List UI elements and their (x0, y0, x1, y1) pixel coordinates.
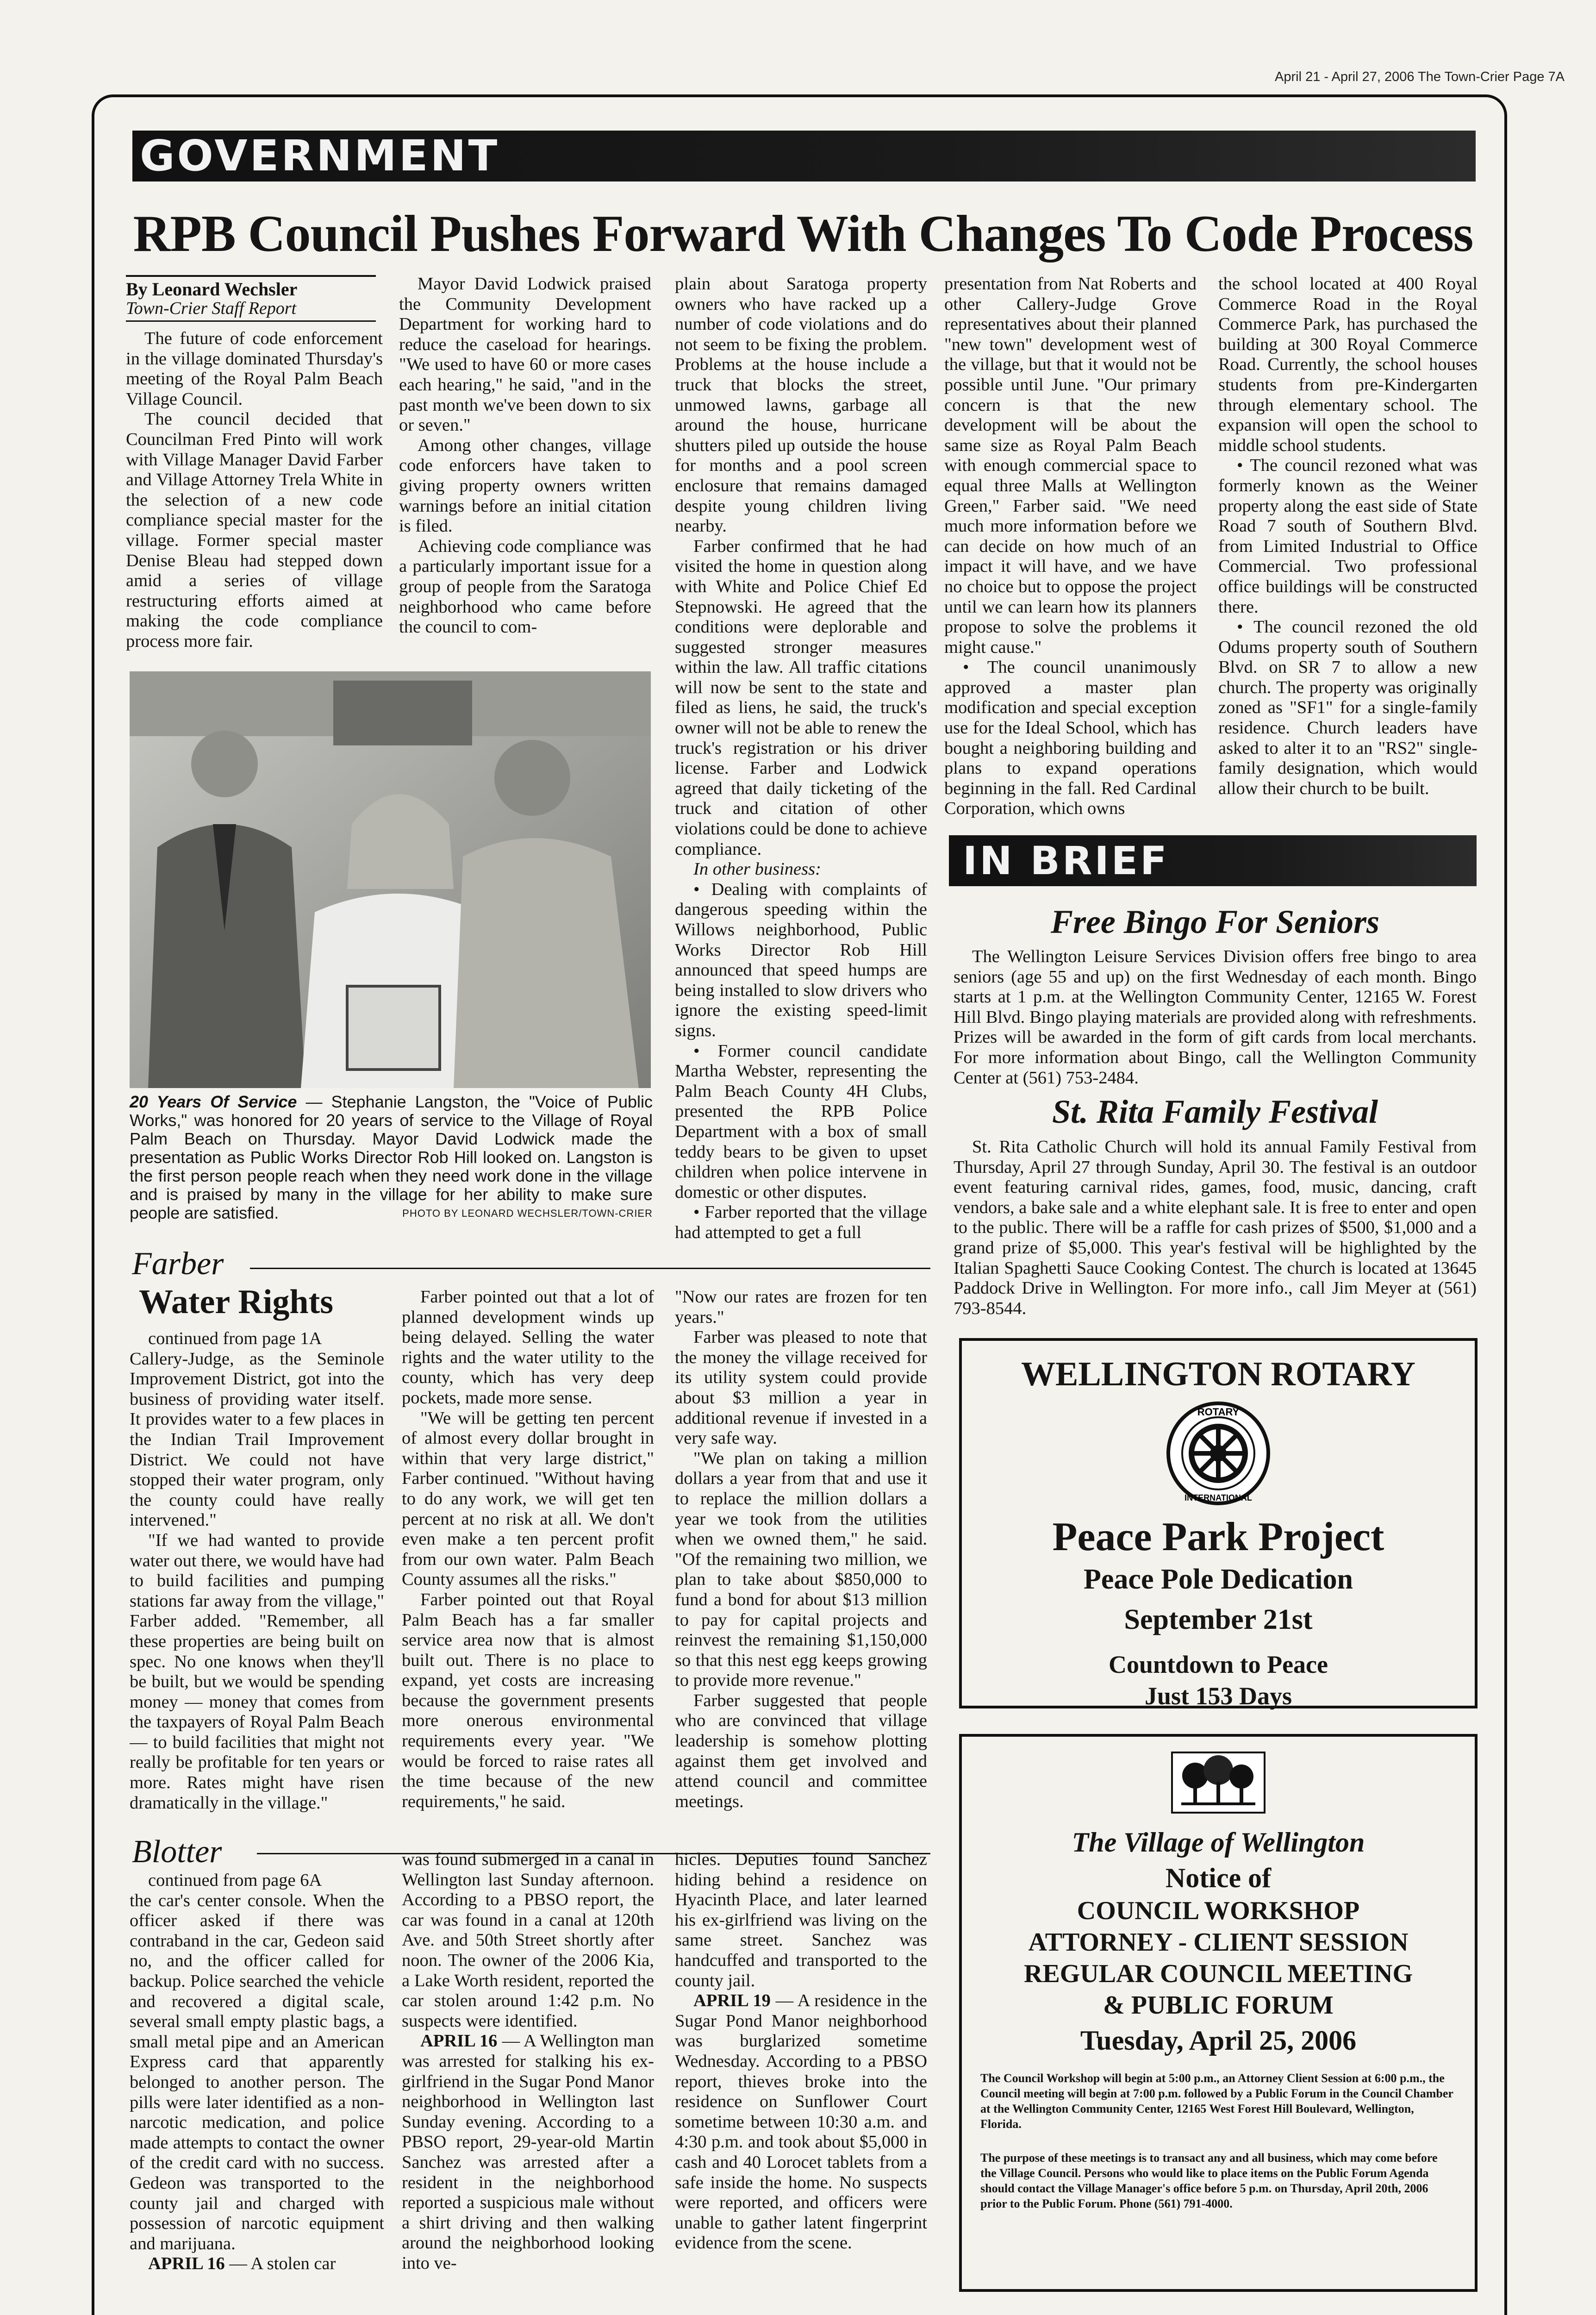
main-story-column-1 (126, 329, 383, 667)
byline-author: By Leonard Wechsler (126, 279, 298, 300)
rotary-title: WELLINGTON ROTARY (1021, 1355, 1415, 1393)
farber-column-2 (402, 1287, 654, 1824)
paragraph: the car's center console. When the officer asked if there was contraband in the car, Gedeon said no, and the officer called for backup. Police searched the vehicle and recovered a digital scale, several small empty plastic bags, a small metal pipe and an American Express card that apparently belonged to another person. The pills were later identified as a non-narcotic medication, and police made attempts to contact the owner of the credit card with no success. Gedeon was transported to the county jail and charged with possession of narcotic equipment and marijuana. (130, 1890, 384, 2253)
village-ad-date: Tuesday, April 25, 2006 (1080, 2025, 1357, 2056)
farber-rule (250, 1268, 930, 1269)
photo-credit: PHOTO BY LEONARD WECHSLER/TOWN-CRIER (402, 1208, 653, 1219)
paragraph: Farber suggested that people who are convinced that village leadership is somehow plotting against them get involved and attend council and committee meetings. (675, 1690, 927, 1811)
in-brief-label: IN BRIEF (963, 838, 1169, 883)
paragraph: • Former council candidate Martha Webster, representing the Palm Beach County 4H Clubs, presented the RPB Police Department with a box of small teddy bears to be given to upset children when police intervene in domestic or other disputes. (675, 1041, 927, 1202)
section-banner (132, 131, 1476, 181)
village-ad-line-1: Notice of (1165, 1863, 1272, 1893)
section-banner-label: GOVERNMENT (140, 131, 500, 181)
caption-text: — Stephanie Langston, the "Voice of Public Works," was honored for 20 years of service to the Village of Royal Palm Beach on Thursday. Mayor David Lodwick made the presentation as Public Works Director Rob Hill looked on. Langston is the first person people reach when they need work done in the village and is praised by many in the village for her ability to make sure people are satisfied. (130, 1092, 653, 1222)
byline-role: Town-Crier Staff Report (126, 299, 297, 318)
paragraph: • Farber reported that the village had attempted to get a full (675, 1202, 927, 1242)
farber-column-1 (130, 1329, 384, 1824)
brief-title-festival: St. Rita Family Festival (1052, 1093, 1378, 1130)
paragraph: Farber pointed out that a lot of planned development winds up being delayed. Selling the water rights and the water utility to the county, which has very deep pockets, made more sense. (402, 1287, 654, 1408)
paragraph: — A stolen car (224, 2254, 336, 2274)
blotter-kicker: Blotter (132, 1834, 222, 1870)
page-header: April 21 - April 27, 2006 The Town-Crier Page 7A (1275, 69, 1565, 84)
paragraph: hicles. Deputies found Sanchez hiding behind a residence on Hyacinth Place, and later learned his ex-girlfriend was living on the same street. Sanchez was handcuffed and transported to the county jail. (675, 1850, 927, 1990)
main-story-column-3 (675, 274, 927, 1260)
blotter-date: APRIL 16 (420, 2031, 498, 2051)
main-story-column-2 (399, 274, 651, 672)
village-ad-line-2: COUNCIL WORKSHOP (1077, 1896, 1360, 1925)
paragraph: The Wellington Leisure Services Division offers free bingo to area seniors (age 55 and up) on the first Wednesday of each month. Bingo starts at 1 p.m. at the Wellington Community Center, 12165 W. Forest Hill Blvd. Bingo playing materials are provided along with refreshments. Prizes will be awarded in the form of gift cards from local merchants. For more information about Bingo, call the Wellington Community Center at (561) 753-2484. (954, 947, 1477, 1088)
village-ad-line-3: ATTORNEY - CLIENT SESSION (1028, 1928, 1409, 1957)
paragraph: • The council rezoned the old Odums property south of Southern Blvd. on SR 7 to allow a new church. The property was originally zoned as "SF1" for a single-family residence. Church leaders have asked to alter it to an "RS2" single-family designation, which would allow their church to be built. (1218, 617, 1478, 798)
paragraph: Achieving code compliance was a particularly important issue for a group of people from the Saratoga neighborhood who came before the council to com- (399, 536, 651, 637)
farber-title: Water Rights (139, 1283, 334, 1321)
paragraph: The future of code enforcement in the village dominated Thursday's meeting of the Royal Palm Beach Village Council. (126, 329, 383, 409)
main-story-column-5 (1218, 274, 1478, 825)
village-ad-paragraph-1: The Council Workshop will begin at 5:00 p.m., an Attorney Client Session at 6:00 p.m., the Council meeting will begin at 7:00 p.m. followed by a Public Forum in the Council Chamber at the Wellington Community Center, 12165 West Forest Hill Boulevard, Wellington, Florida. (980, 2071, 1453, 2131)
in-brief-banner (949, 835, 1477, 886)
paragraph: was found submerged in a canal in Wellington last Sunday afternoon. According to a PBSO report, the car was found in a canal at 120th Ave. and 50th Street shortly after noon. The owner of the 2006 Kia, a Lake Worth resident, reported the car stolen around 1:42 p.m. No suspects were identified. (402, 1850, 654, 2031)
paragraph: "We will be getting ten percent of almost every dollar brought in within that very large district," Farber continued. "Without having to do any work, we will get ten percent at no risk at all. We don't even make a ten percent profit from our own water. Palm Beach County assumes all the risks." (402, 1408, 654, 1589)
paragraph: Farber was pleased to note that the money the village received for its utility system could provide about $3 million a year in additional revenue if invested in a very safe way. (675, 1327, 927, 1448)
paragraph: "We plan on taking a million dollars a year from that and use it to replace the million dollars a year we took from the utilities when we owned them," he said. "Of the remaining two million, we plan to take about $850,000 to fund a bond for about $13 million to pay for capital projects and reinvest the remaining $1,150,000 so that this nest egg keeps growing to provide more revenue." (675, 1448, 927, 1690)
brief-title-bingo: Free Bingo For Seniors (1050, 903, 1380, 940)
blotter-date: APRIL 16 (148, 2254, 225, 2274)
subhead: In other business: (693, 859, 821, 879)
caption-lead: 20 Years Of Service (130, 1092, 297, 1111)
paragraph: the school located at 400 Royal Commerce Road in the Royal Commerce Park, has purchased the building at 300 Royal Commerce Road. Currently, the school houses students from pre-Kindergarten through elementary school. The expansion will open the school to middle school students. (1218, 274, 1478, 455)
rotary-line-4: Countdown to Peace (1109, 1651, 1328, 1678)
village-tree-logo-icon (1167, 1748, 1269, 1817)
paragraph: Mayor David Lodwick praised the Community Development Department for working hard to reduce the caseload for hearings. "We used to have 60 or more cases each hearing," he said, "and in the past month we've been down to six or seven." (399, 274, 651, 435)
paragraph: — A Wellington man was arrested for stalking his ex-girlfriend in the Sugar Pond Manor neighborhood in Wellington last Sunday evening. According to a PBSO report, 29-year-old Martin Sanchez was arrested after a resident in the neighborhood reported a suspicious male without a shirt driving and then walking around the neighborhood looking into ve- (402, 2031, 654, 2273)
paragraph: Callery-Judge, as the Seminole Improvement District, got into the business of providing water itself. It provides water to a few places in the Indian Trail Improvement District. We could not have stopped their water program, only the county could have really intervened." (130, 1349, 384, 1530)
news-photo (130, 671, 651, 1088)
paragraph: • Dealing with complaints of dangerous speeding within the Willows neighborhood, Public Works Director Rob Hill announced that speed humps are being installed to slow drivers who ignore the existing speed-limit signs. (675, 879, 927, 1040)
village-ad-line-4: REGULAR COUNCIL MEETING (1023, 1959, 1413, 1988)
brief-text-festival (954, 1137, 1477, 1318)
rotary-line-5: Just 153 Days (1144, 1682, 1292, 1710)
village-ad-line-5: & PUBLIC FORUM (1103, 1991, 1334, 2020)
paragraph: The council decided that Councilman Fred Pinto will work with Village Manager David Farber and Village Attorney Trela White in the selection of a new code compliance special master for the village. Former special master Denise Bleau had stepped down amid a series of village restructuring efforts aimed at making the code compliance process more fair. (126, 409, 383, 651)
paragraph: • The council rezoned what was formerly known as the Weiner property along the east side of State Road 7 south of Southern Blvd. from Limited Industrial to Office Commercial. Two professional office buildings will be constructed there. (1218, 456, 1478, 617)
photo-image (130, 671, 651, 1088)
paragraph: Farber confirmed that he had visited the home in question along with White and Police Chief Ed Stepnowski. He agreed that the conditions were deplorable and suggested stronger measures within the law. All traffic citations will now be sent to the state and filed as liens, he said, the truck's owner will not be able to renew the truck's registration or his driver license. Farber and Lodwick agreed that daily ticketing of the truck and citation of other violations could be done to achieve compliance. (675, 536, 927, 859)
blotter-date: APRIL 19 (693, 1991, 771, 2011)
byline-rule-bottom (126, 320, 376, 322)
continued-line: continued from page 1A (148, 1329, 322, 1348)
headline: RPB Council Pushes Forward With Changes To Code Process (133, 205, 1473, 263)
village-ad-title: The Village of Wellington (1072, 1827, 1365, 1858)
continued-line: continued from page 6A (148, 1871, 322, 1890)
paragraph: • The council unanimously approved a master plan modification and special exception use for the Ideal School, which has bought a neighboring building and plans to expand operations beginning in the fall. Red Cardinal Corporation, which owns (944, 657, 1197, 819)
paragraph: St. Rita Catholic Church will hold its annual Family Festival from Thursday, April 27 through Sunday, April 30. The festival is an outdoor event featuring carnival rides, games, food, music, dancing, craft vendors, a bake sale and a white elephant sale. It is free to enter and open to the public. There will be a raffle for cash prizes of $500, $1,000 and a grand prize of $5,000. This year's festival will be highlighted by the Italian Spaghetti Sauce Cooking Contest. The church is located at 13645 Paddock Drive in Wellington. For more info., call Jim Meyer at (561) 793-8544. (954, 1137, 1477, 1318)
paragraph: presentation from Nat Roberts and other Callery-Judge Grove representatives about their planned "new town" development west of the village, but that it would not be possible until June. "Our primary concern is that the new development will be about the same size as Royal Palm Beach with enough commercial space to equal three Malls at Wellington Green," Farber said. "We need much more information before we can decide on how much of an impact it will have, and we have no choice but to oppose the project until we can learn how its planners propose to solve the problems it might cause." (944, 274, 1197, 657)
rotary-ad (959, 1338, 1478, 1708)
paragraph: "Now our rates are frozen for ten years." (675, 1287, 927, 1327)
brief-text-bingo (954, 947, 1477, 1095)
village-notice-ad (959, 1734, 1478, 2292)
farber-column-3 (675, 1287, 927, 1824)
rotary-logo-bottom-text: INTERNATIONAL (1185, 1493, 1252, 1502)
paragraph: — A residence in the Sugar Pond Manor neighborhood was burglarized sometime Wednesday. According to a PBSO report, thieves broke into the residence on Sunflower Court sometime between 10:30 a.m. and 4:30 p.m. and took about $5,000 in cash and 40 Lorocet tablets from a safe inside the home. No suspects were reported, and officers were unable to gather latent fingerprint evidence from the scene. (675, 1991, 927, 2253)
blotter-column-3 (675, 1850, 927, 2315)
byline-rule (126, 275, 376, 277)
blotter-column-2 (402, 1850, 654, 2315)
rotary-line-1: Peace Park Project (1052, 1514, 1384, 1559)
village-ad-paragraph-2: The purpose of these meetings is to transact any and all business, which may come before the Village Council. Persons who would like to place items on the Public Forum Agenda should contact the Village Manager's office before 5 p.m. on Thursday, April 20th, 2006 prior to the Public Forum. Phone (561) 791-4000. (980, 2151, 1438, 2210)
paragraph: plain about Saratoga property owners who have racked up a number of code violations and do not seem to be fixing the problem. Problems at the house include a truck that blocks the street, unmowed lawns, garbage all around the house, hurricane shutters piled up outside the house for months and a pool screen enclosure that remains damaged despite young children living nearby. (675, 274, 927, 536)
rotary-logo-top-text: ROTARY (1197, 1406, 1240, 1418)
rotary-logo-icon (1149, 1398, 1288, 1509)
paragraph: "If we had wanted to provide water out there, we would have had to build facilities and pumping stations far away from the village," Farber added. "Remember, all these properties are being built on spec. No one knows when they'll be built, but we would be spending money — money that comes from the taxpayers of Royal Palm Beach — to build facilities that might not really be profitable for ten years or more. Rates might have risen dramatically in the village." (130, 1530, 384, 1813)
farber-kicker: Farber (132, 1246, 224, 1282)
rotary-line-2: Peace Pole Dedication (1084, 1564, 1353, 1595)
rotary-line-3: September 21st (1124, 1604, 1313, 1635)
blotter-column-1 (130, 1871, 384, 2315)
paragraph: Among other changes, village code enforcers have taken to giving property owners written warnings before an initial citation is filed. (399, 435, 651, 536)
main-story-column-4 (944, 274, 1197, 825)
paragraph: Farber pointed out that Royal Palm Beach has a far smaller service area now that is almost built out. There is no place to expand, yet costs are increasing because the government presents more onerous environmental requirements every year. "We would be forced to raise rates all the time because of the new requirements," he said. (402, 1589, 654, 1811)
